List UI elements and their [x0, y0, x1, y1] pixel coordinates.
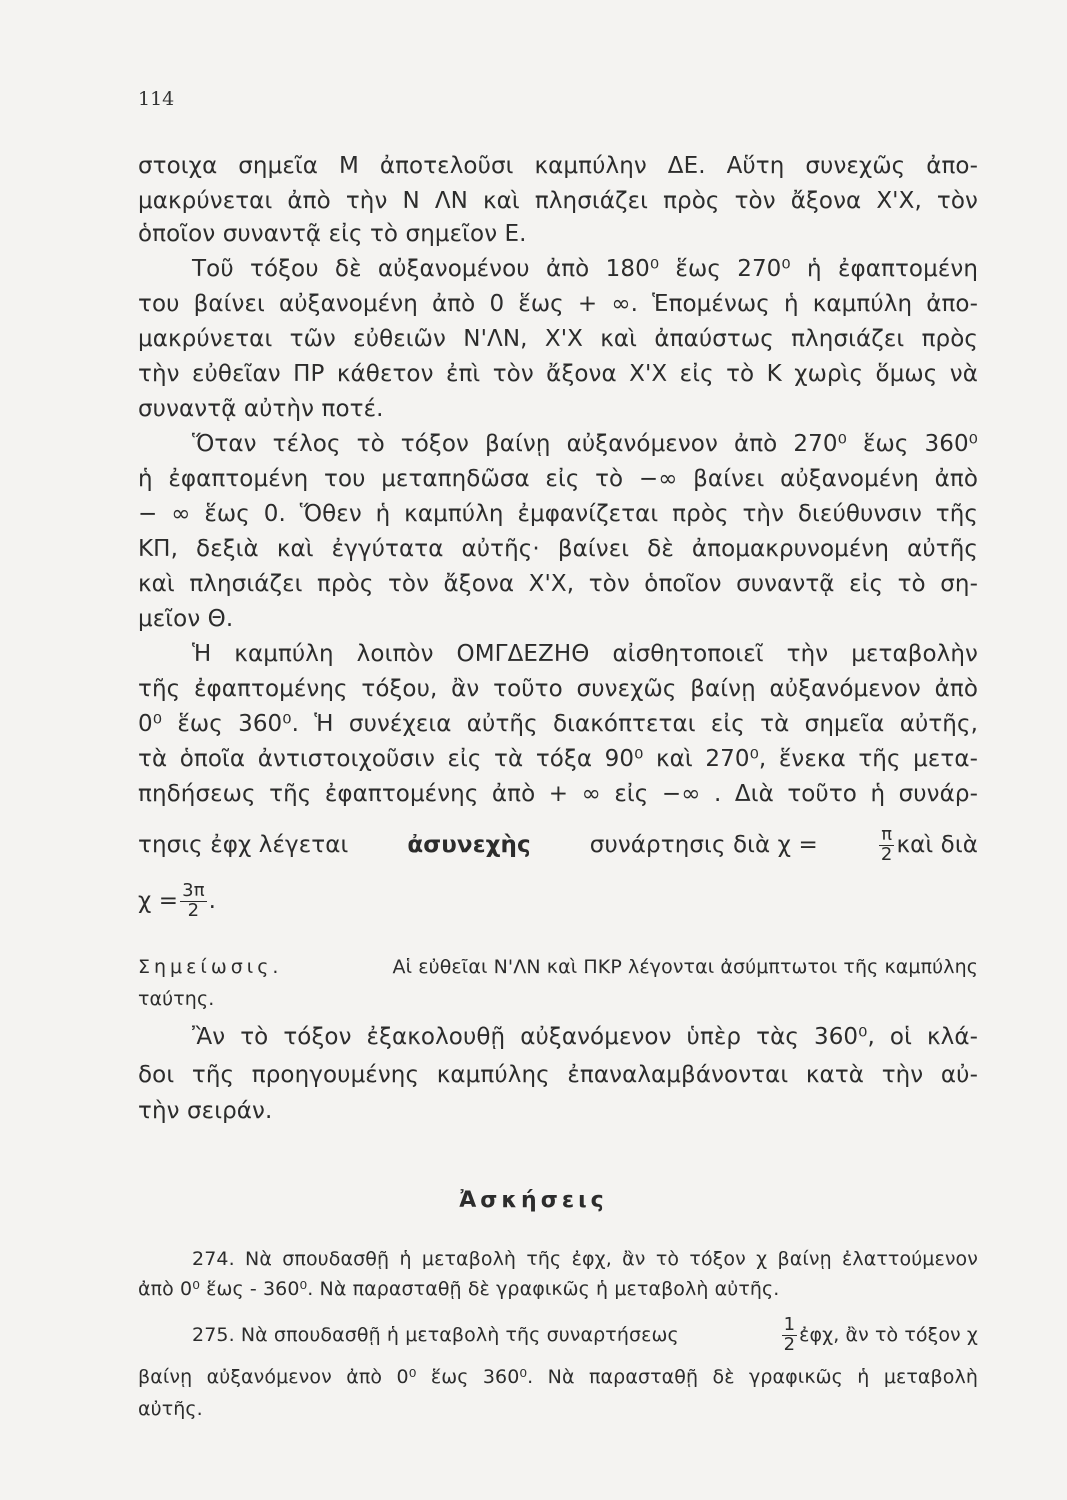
- fraction: [180, 882, 207, 921]
- fraction: [879, 826, 895, 865]
- text-fragment: 275. Νὰ σπουδασθῇ ἡ μεταβολὴ τῆς συναρτήσεως: [192, 1323, 679, 1346]
- exercise-274-line: ἀπὸ 0⁰ ἕως - 360⁰. Νὰ παρασταθῇ δὲ γραφικῶς ἡ μεταβολὴ αὐτῆς.: [138, 1278, 780, 1300]
- text-line: δοι τῆς προηγουμένης καμπύλης ἐπαναλαμβάνονται κατὰ τὴν αὐ-: [138, 1062, 978, 1088]
- text-line: μακρύνεται τῶν εὐθειῶν Ν'ΛΝ, Χ'Χ καὶ ἀπαύστως πλησιάζει πρὸς: [138, 326, 978, 352]
- text-line: μακρύνεται ἀπὸ τὴν Ν ΛΝ καὶ πλησιάζει πρὸς τὸν ἄξονα Χ'Χ, τὸν: [138, 188, 978, 214]
- text-line: Ἡ καμπύλη λοιπὸν ΟΜΓΔΕΖΗΘ αἰσθητοποιεῖ τὴν μεταβολὴν: [192, 641, 978, 667]
- text-line: ὁποῖον συναντᾷ εἰς τὸ σημεῖον Ε.: [138, 221, 527, 247]
- note-line: [138, 958, 978, 977]
- text-line: Τοῦ τόξου δὲ αὐξανομένου ἀπὸ 180⁰ ἕως 270⁰ ἡ ἐφαπτομένη: [192, 256, 978, 282]
- fraction-group: [877, 826, 978, 865]
- exercises-heading: Ἀσκήσεις: [459, 1188, 608, 1213]
- text-line: Ὅταν τέλος τὸ τόξον βαίνῃ αὐξανόμενον ἀπὸ 270⁰ ἕως 360⁰: [192, 431, 978, 457]
- text-line: 0⁰ ἕως 360⁰. Ἡ συνέχεια αὐτῆς διακόπτεται εἰς τὰ σημεῖα αὐτῆς,: [138, 711, 978, 737]
- text-fragment: χ =: [138, 887, 179, 914]
- fraction-denominator: 2: [783, 1333, 796, 1355]
- text-fragment: συνάρτησις διὰ χ =: [589, 831, 818, 858]
- fraction-numerator: 3π: [182, 880, 205, 901]
- text-fragment: .: [208, 887, 217, 914]
- text-fragment: τησις ἐφχ λέγεται: [138, 831, 349, 858]
- text-line: Ἂν τὸ τόξον ἐξακολουθῇ αὐξανόμενον ὑπὲρ τὰς 360⁰, οἱ κλά-: [192, 1024, 978, 1050]
- text-fragment: ἐφχ, ἂν τὸ τόξον χ: [799, 1323, 978, 1346]
- text-line: στοιχα σημεῖα Μ ἀποτελοῦσι καμπύλην ΔΕ. Αὕτη συνεχῶς ἀπο-: [138, 153, 978, 179]
- text-line: τὴν σειράν.: [138, 1098, 273, 1124]
- exercise-275-line: αὐτῆς.: [138, 1398, 203, 1420]
- text-line: − ∞ ἕως 0. Ὅθεν ἡ καμπύλη ἐμφανίζεται πρὸς τὴν διεύθυνσιν τῆς: [138, 501, 978, 527]
- text-line: ΚΠ, δεξιὰ καὶ ἐγγύτατα αὐτῆς· βαίνει δὲ ἀπομακρυνομένη αὐτῆς: [138, 536, 978, 562]
- fraction: [782, 1316, 798, 1355]
- bold-term: ἀσυνεχὴς: [407, 831, 531, 858]
- exercise-275-line: [192, 1316, 978, 1355]
- fraction-denominator: 2: [187, 899, 200, 921]
- text-line: τὰ ὁποῖα ἀντιστοιχοῦσιν εἰς τὰ τόξα 90⁰ καὶ 270⁰, ἕνεκα τῆς μετα-: [138, 746, 978, 772]
- fraction-denominator: 2: [880, 843, 893, 865]
- text-line: τῆς ἐφαπτομένης τόξου, ἂν τοῦτο συνεχῶς βαίνῃ αὐξανόμενον ἀπὸ: [138, 676, 978, 702]
- exercise-275-line: βαίνῃ αὐξανόμενον ἀπὸ 0⁰ ἕως 360⁰. Νὰ παρασταθῇ δὲ γραφικῶς ἡ μεταβολὴ: [138, 1366, 978, 1388]
- page-number: 114: [138, 88, 175, 110]
- text-line: του βαίνει αὐξανομένη ἀπὸ 0 ἕως + ∞. Ἑπομένως ἡ καμπύλη ἀπο-: [138, 291, 978, 317]
- note-line: ταύτης.: [138, 988, 215, 1010]
- text-line: συναντᾷ αὐτὴν ποτέ.: [138, 396, 384, 422]
- text-fragment: καὶ διὰ: [896, 831, 978, 858]
- fraction-numerator: 1: [783, 1314, 796, 1335]
- fraction-numerator: π: [879, 826, 895, 846]
- fraction-group: [780, 1316, 978, 1355]
- exercise-274-line: 274. Νὰ σπουδασθῇ ἡ μεταβολὴ τῆς ἐφχ, ἂν τὸ τόξον χ βαίνῃ ἐλαττούμενον: [192, 1248, 978, 1270]
- text-line: ἡ ἐφαπτομένη του μεταπηδῶσα εἰς τὸ −∞ βαίνει αὐξανομένη ἀπὸ: [138, 466, 978, 492]
- formula-line: [138, 882, 216, 921]
- text-line: μεῖον Θ.: [138, 606, 234, 632]
- note-text: Αἱ εὐθεῖαι Ν'ΛΝ καὶ ΠΚΡ λέγονται ἀσύμπτωτοι τῆς καμπύλης: [392, 956, 978, 978]
- formula-line: [138, 826, 978, 865]
- text-line: καὶ πλησιάζει πρὸς τὸν ἄξονα Χ'Χ, τὸν ὁποῖον συναντᾷ εἰς τὸ ση-: [138, 571, 978, 597]
- text-line: πηδήσεως τῆς ἐφαπτομένης ἀπὸ + ∞ εἰς −∞ . Διὰ τοῦτο ἡ συνάρ-: [138, 781, 978, 807]
- note-label: Σημείωσις.: [138, 956, 283, 978]
- text-line: τὴν εὐθεῖαν ΠΡ κάθετον ἐπὶ τὸν ἄξονα Χ'Χ εἰς τὸ Κ χωρὶς ὅμως νὰ: [138, 361, 978, 387]
